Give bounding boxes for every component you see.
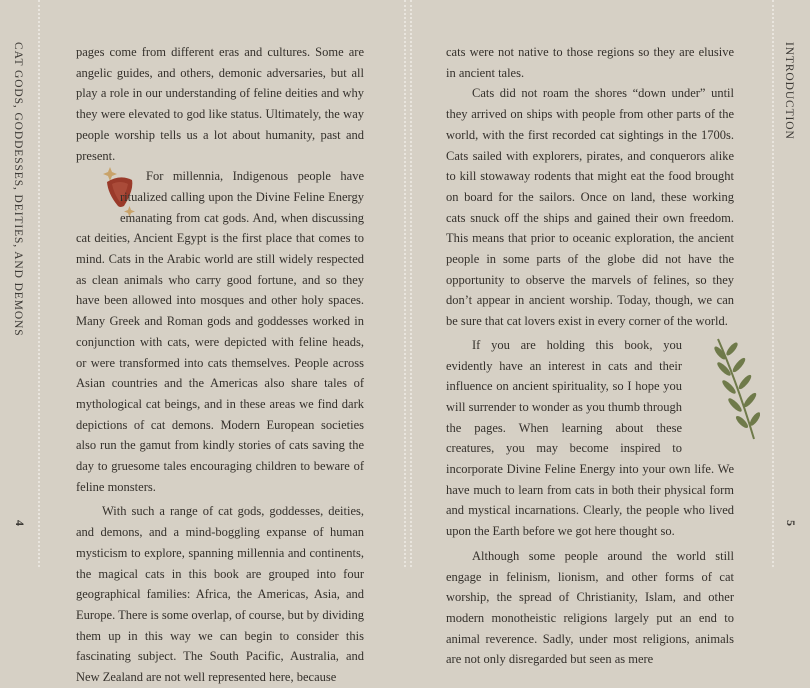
page-number-right: 5 — [784, 520, 798, 526]
right-margin-rule — [772, 0, 774, 567]
paragraph-text: If you are holding this book, you evidently have an interest in cats and their influence on ancient spirituality, so I hope you will surrender to wonder as you thumb through the pages. When learning about these creatures, you may become inspired to incorporate Divine Feline Energy into your own life. We have much to learn from cats in both their physical form and mystical incarnations. Clearly, the people who lived upon the Earth before we got here thought so. — [446, 337, 734, 539]
right-text-column — [446, 42, 734, 670]
paragraph: Although some people around the world still engage in felinism, lionism, and other forms of cat worship, the spread of Christianity, Islam, and other modern monotheistic religions largely put an end to animal reverence. Sadly, under most religions, animals are not only disregarded but seen as mere — [446, 548, 734, 667]
page-number-left: 4 — [13, 520, 27, 526]
gutter-rule-right — [410, 0, 412, 567]
left-text-column — [76, 42, 364, 688]
left-margin-rule — [38, 0, 40, 567]
gutter-rule-left — [404, 0, 406, 567]
paragraph: Cats did not roam the shores “down under” until they arrived on ships with people from other parts of the world, with the first recorded cat sightings in the 1700s. Cats sailed with explorers, pirates, and conquerors alike to kill stowaway rodents that might eat the food brought on board for the sailors. Once on land, these working cats snuck off the ships and gained their own freedom. This means that prior to oceanic exploration, the ancient people in some parts of the globe did not have the opportunity to observe the marvels of felines, so they don’t appear in ancient worship. Today, though, we can be sure that cat lovers exist in every corner of the world. — [446, 86, 734, 329]
paragraph: pages come from different eras and cultures. Some are angelic guides, and others, demonic adversaries, but all play a role in our understanding of feline deities and why they were elevated to god like status. Ultimately, the way people worship tells us a lot about humanity, past and present. — [76, 45, 364, 163]
paragraph — [446, 335, 734, 542]
paragraph-text: For millennia, Indigenous people have ritualized calling upon the Divine Feline Energy emanating from cat gods. And, when discussing cat deities, Ancient Egypt is the first place that comes to mind. Cats in the Arabic world are still widely respected as clean animals who carry good fortune, and so they have been allowed into mosques and other holy spaces. Many Greek and Roman gods and goddesses worked in conjunction with cats, were depicted with feline heads, or were transformed into cats themselves. People across Asian countries and the Americas also share tales of mythological cat beings, and in these areas we find dark depictions of cat demons. Modern European societies also run the gamut from kindly stories of cats saving the day to gruesome tales encouraging children to beware of feline monsters. — [76, 169, 364, 494]
leaf-sprig-illustration — [686, 335, 734, 443]
paragraph: cats were not native to those regions so they are elusive in ancient tales. — [446, 45, 734, 80]
running-head-right: INTRODUCTION — [783, 42, 795, 140]
gem-illustration — [76, 166, 116, 226]
paragraph: With such a range of cat gods, goddesses, deities, and demons, and a mind-boggling expanse of human mysticism to explore, spanning millennia and continents, the magical cats in this book are grouped into four geographical families: Africa, the Americas, Asia, and Europe. There is some overlap, of course, but by dividing them up in this way we can begin to consider this fascinating subject. The South Pacific, Australia, and New Zealand are not well represented here, because — [76, 504, 364, 685]
running-head-left: CAT GODS, GODDESSES, DEITIES, AND DEMONS — [12, 42, 24, 337]
paragraph — [76, 166, 364, 497]
